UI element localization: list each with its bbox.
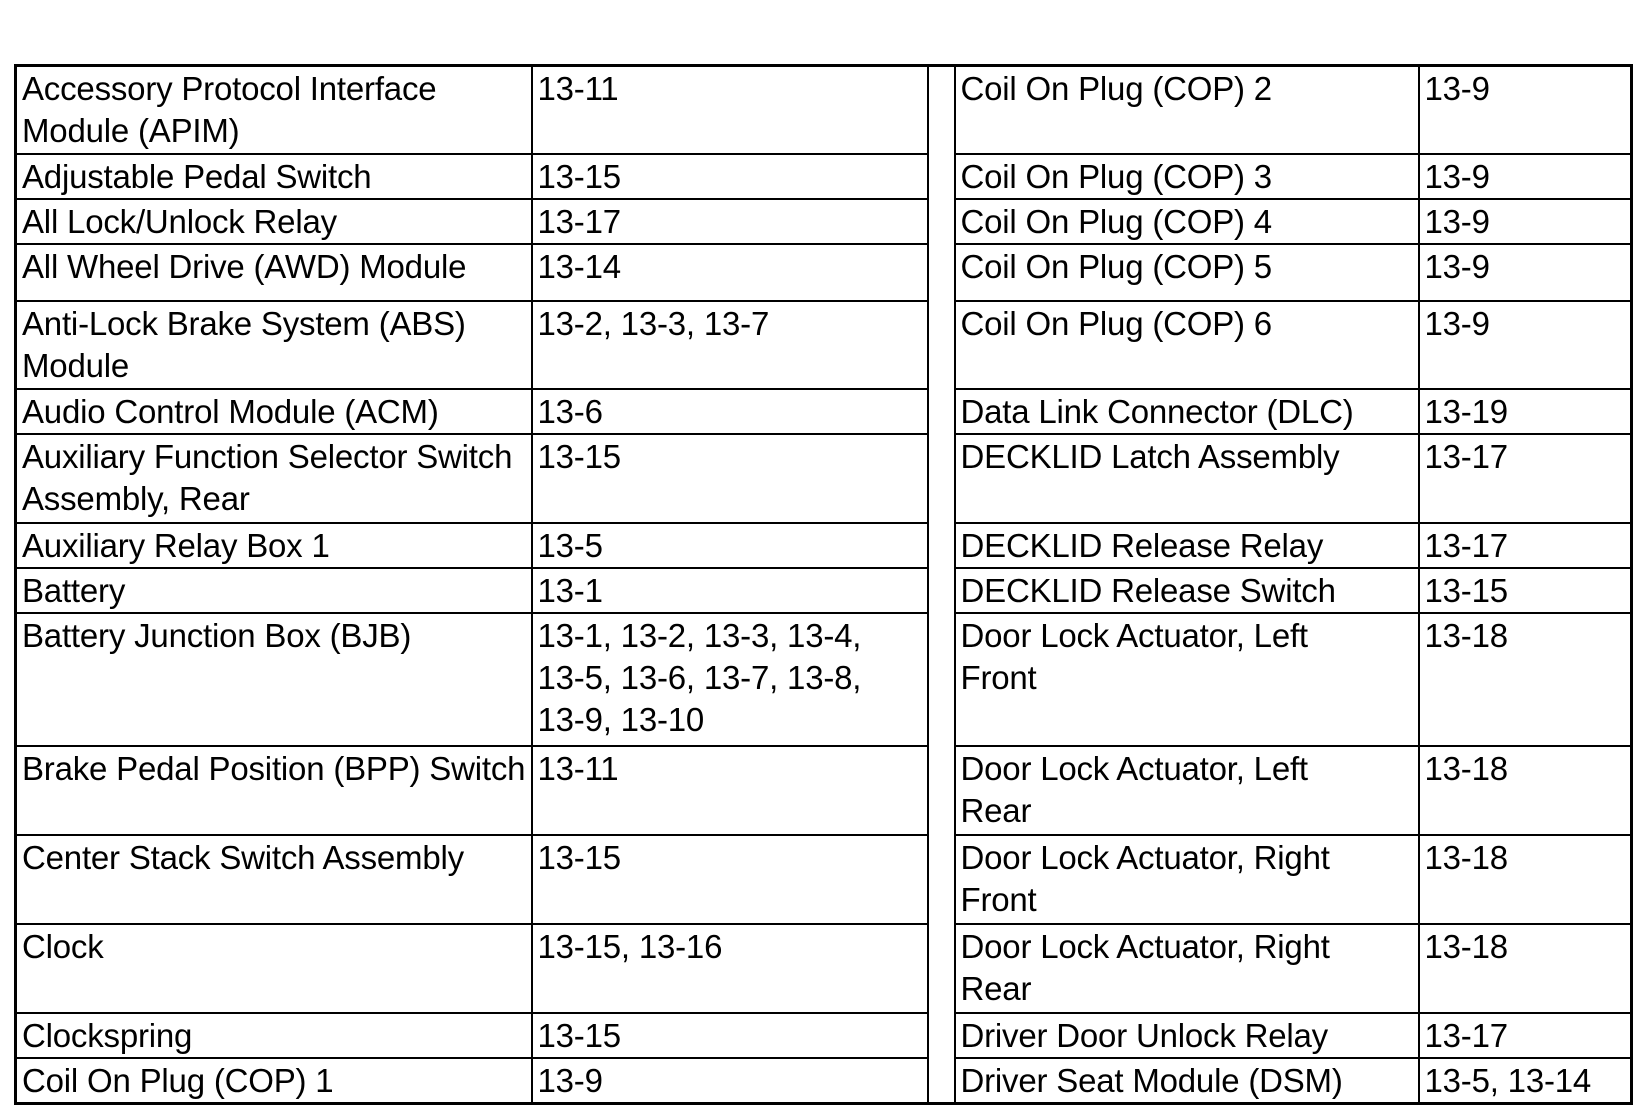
column-gap [928, 244, 955, 301]
left-component-cell: Audio Control Module (ACM) [16, 389, 532, 434]
left-component-cell: Battery Junction Box (BJB) [16, 613, 532, 746]
left-pages-cell: 13-11 [532, 746, 928, 835]
column-gap [928, 746, 955, 835]
table-row [16, 301, 1632, 389]
left-component-cell: Clock [16, 924, 532, 1013]
column-gap [928, 613, 955, 746]
right-component-cell: Door Lock Actuator, Left Rear [955, 746, 1419, 835]
right-component-cell: Coil On Plug (COP) 3 [955, 154, 1419, 199]
right-component-cell: Door Lock Actuator, Right Rear [955, 924, 1419, 1013]
left-component-cell: Anti-Lock Brake System (ABS) Module [16, 301, 532, 389]
table-row [16, 568, 1632, 613]
table-row [16, 66, 1632, 154]
right-pages-cell: 13-15 [1419, 568, 1632, 613]
right-component-cell: Door Lock Actuator, Left Front [955, 613, 1419, 746]
left-pages-cell: 13-17 [532, 199, 928, 244]
right-pages-cell: 13-18 [1419, 613, 1632, 746]
table-row [16, 1013, 1632, 1058]
right-pages-cell: 13-9 [1419, 154, 1632, 199]
right-component-cell: Coil On Plug (COP) 4 [955, 199, 1419, 244]
column-gap [928, 66, 955, 154]
component-index-table [14, 64, 1633, 1105]
left-pages-cell: 13-14 [532, 244, 928, 301]
column-gap [928, 924, 955, 1013]
column-gap [928, 1013, 955, 1058]
right-pages-cell: 13-9 [1419, 66, 1632, 154]
right-component-cell: DECKLID Latch Assembly [955, 434, 1419, 523]
left-pages-cell: 13-15 [532, 154, 928, 199]
component-index-body [16, 66, 1632, 1104]
table-row [16, 199, 1632, 244]
left-pages-cell: 13-1 [532, 568, 928, 613]
right-component-cell: Coil On Plug (COP) 6 [955, 301, 1419, 389]
column-gap [928, 434, 955, 523]
right-pages-cell: 13-9 [1419, 301, 1632, 389]
table-row [16, 389, 1632, 434]
table-row [16, 434, 1632, 523]
right-pages-cell: 13-18 [1419, 924, 1632, 1013]
right-pages-cell: 13-9 [1419, 244, 1632, 301]
column-gap [928, 389, 955, 434]
column-gap [928, 835, 955, 924]
left-pages-cell: 13-9 [532, 1058, 928, 1104]
right-component-cell: Door Lock Actuator, Right Front [955, 835, 1419, 924]
left-component-cell: Accessory Protocol Interface Module (APIM) [16, 66, 532, 154]
table-row [16, 613, 1632, 746]
left-component-cell: Auxiliary Function Selector Switch Assembly, Rear [16, 434, 532, 523]
table-row [16, 924, 1632, 1013]
right-pages-cell: 13-17 [1419, 1013, 1632, 1058]
left-pages-cell: 13-15 [532, 434, 928, 523]
column-gap [928, 1058, 955, 1104]
left-component-cell: Coil On Plug (COP) 1 [16, 1058, 532, 1104]
left-pages-cell: 13-1, 13-2, 13-3, 13-4, 13-5, 13-6, 13-7, 13-8, 13-9, 13-10 [532, 613, 928, 746]
left-component-cell: Adjustable Pedal Switch [16, 154, 532, 199]
right-pages-cell: 13-17 [1419, 523, 1632, 568]
left-pages-cell: 13-15 [532, 1013, 928, 1058]
left-pages-cell: 13-11 [532, 66, 928, 154]
left-component-cell: All Wheel Drive (AWD) Module [16, 244, 532, 301]
right-component-cell: DECKLID Release Relay [955, 523, 1419, 568]
right-pages-cell: 13-18 [1419, 835, 1632, 924]
table-row [16, 1058, 1632, 1104]
right-pages-cell: 13-17 [1419, 434, 1632, 523]
column-gap [928, 523, 955, 568]
left-component-cell: Auxiliary Relay Box 1 [16, 523, 532, 568]
right-pages-cell: 13-18 [1419, 746, 1632, 835]
left-component-cell: All Lock/Unlock Relay [16, 199, 532, 244]
left-pages-cell: 13-15 [532, 835, 928, 924]
left-pages-cell: 13-15, 13-16 [532, 924, 928, 1013]
right-component-cell: Coil On Plug (COP) 5 [955, 244, 1419, 301]
right-component-cell: Driver Door Unlock Relay [955, 1013, 1419, 1058]
right-pages-cell: 13-9 [1419, 199, 1632, 244]
right-pages-cell: 13-5, 13-14 [1419, 1058, 1632, 1104]
table-row [16, 244, 1632, 301]
table-row [16, 154, 1632, 199]
column-gap [928, 199, 955, 244]
left-component-cell: Center Stack Switch Assembly [16, 835, 532, 924]
column-gap [928, 568, 955, 613]
left-pages-cell: 13-5 [532, 523, 928, 568]
right-component-cell: Driver Seat Module (DSM) [955, 1058, 1419, 1104]
right-component-cell: DECKLID Release Switch [955, 568, 1419, 613]
table-row [16, 835, 1632, 924]
right-component-cell: Data Link Connector (DLC) [955, 389, 1419, 434]
table-row [16, 746, 1632, 835]
right-pages-cell: 13-19 [1419, 389, 1632, 434]
left-pages-cell: 13-2, 13-3, 13-7 [532, 301, 928, 389]
left-pages-cell: 13-6 [532, 389, 928, 434]
left-component-cell: Battery [16, 568, 532, 613]
column-gap [928, 154, 955, 199]
table-row [16, 523, 1632, 568]
right-component-cell: Coil On Plug (COP) 2 [955, 66, 1419, 154]
left-component-cell: Clockspring [16, 1013, 532, 1058]
left-component-cell: Brake Pedal Position (BPP) Switch [16, 746, 532, 835]
column-gap [928, 301, 955, 389]
